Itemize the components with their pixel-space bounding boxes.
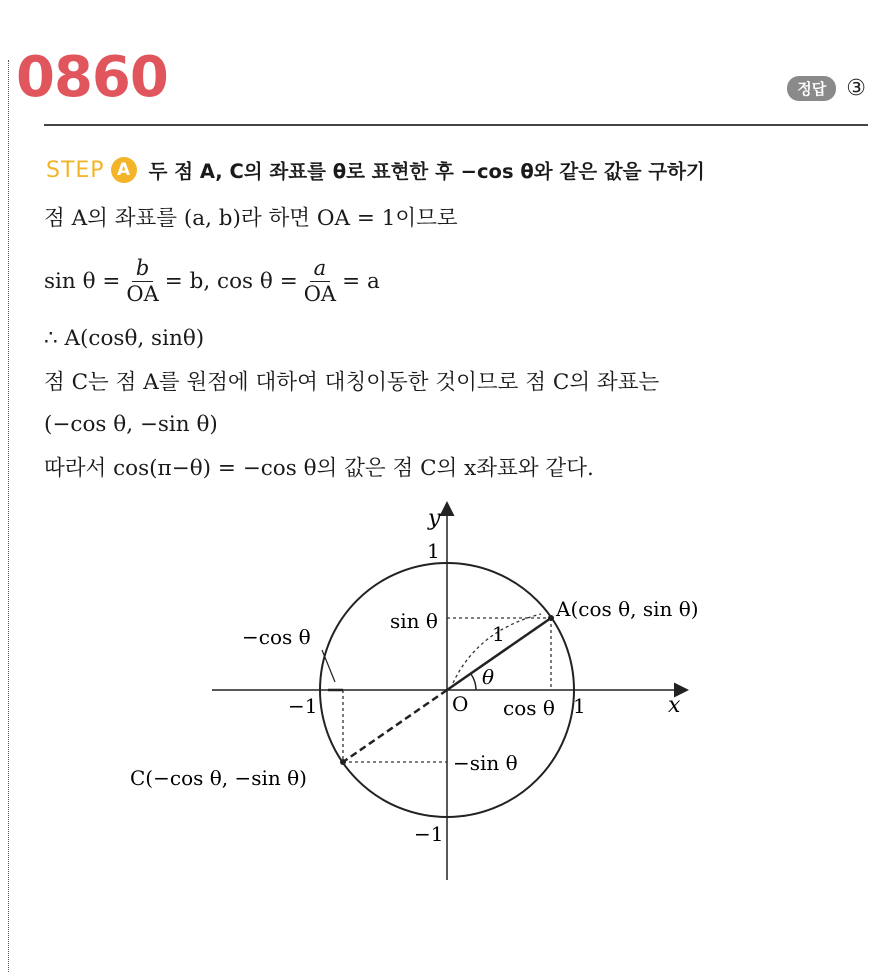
sin-label: sin θ [390, 609, 438, 633]
solution-line-6: 따라서 cos(π−θ) = −cos θ의 값은 점 C의 x좌표와 같다. [44, 456, 594, 481]
x-axis-label: x [668, 693, 681, 718]
cos-mid: = b, cos θ = [164, 268, 298, 294]
problem-number: 0860 [16, 45, 168, 110]
solution-line-5: (−cos θ, −sin θ) [44, 412, 218, 437]
neg-cos-pointer [322, 650, 335, 682]
solution-line-4: 점 C는 점 A를 원점에 대하여 대칭이동한 것이므로 점 C의 좌표는 [44, 370, 660, 395]
answer-value: ③ [846, 76, 866, 101]
fraction-numerator: a [310, 256, 331, 282]
fraction-denominator: OA [126, 282, 159, 307]
sin-prefix: sin θ = [44, 268, 121, 294]
origin-label: O [452, 692, 469, 716]
neg-sin-label: −sin θ [453, 751, 518, 775]
x-tick-one: 1 [573, 694, 586, 718]
angle-arc [471, 674, 476, 690]
solution-line-3: ∴ A(cosθ, sinθ) [44, 326, 205, 351]
radius-oc [343, 690, 447, 762]
answer-badge: 정답 [787, 76, 836, 101]
step-title: 두 점 A, C의 좌표를 θ로 표현한 후 −cos θ와 같은 값을 구하기 [148, 160, 705, 183]
cos-label: cos θ [503, 696, 555, 720]
fraction-denominator: OA [303, 282, 337, 307]
point-a [548, 615, 554, 621]
x-tick-neg-one: −1 [288, 694, 318, 718]
radius-label: 1 [492, 622, 505, 646]
neg-cos-label: −cos θ [242, 625, 311, 649]
fraction-numerator: b [132, 256, 153, 282]
point-c-label: C(−cos θ, −sin θ) [130, 766, 307, 790]
point-c [340, 759, 346, 765]
step-label: STEP [46, 157, 105, 183]
y-tick-one: 1 [427, 539, 440, 563]
step-badge: A [111, 157, 137, 183]
solution-line-1: 점 A의 좌표를 (a, b)라 하면 OA = 1이므로 [44, 206, 458, 231]
y-axis-label: y [428, 506, 441, 531]
equals-a: = a [342, 268, 380, 294]
angle-label: θ [482, 665, 495, 689]
point-a-label: A(cos θ, sin θ) [556, 597, 699, 621]
y-tick-neg-one: −1 [414, 822, 444, 846]
